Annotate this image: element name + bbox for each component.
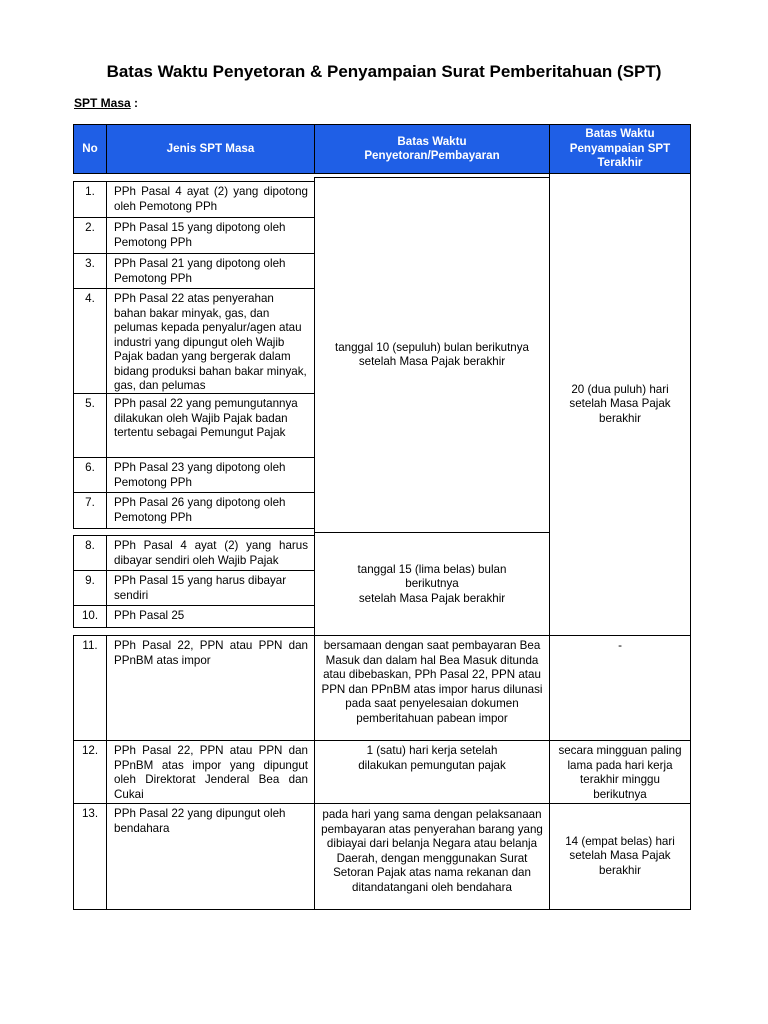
row-no: 4. bbox=[73, 288, 107, 394]
row-penyampaian: secara mingguan paling lama pada hari kerja terakhir minggu berikutnya bbox=[549, 740, 691, 804]
merged-penyetoran-tanggal-15-line2: setelah Masa Pajak berakhir bbox=[358, 591, 506, 605]
merged-penyampaian-20-hari: 20 (dua puluh) hari setelah Masa Pajak berakhir bbox=[549, 173, 691, 636]
header-batas-penyetoran: Batas Waktu Penyetoran/Pembayaran bbox=[314, 124, 550, 174]
page-title: Batas Waktu Penyetoran & Penyampaian Surat Pemberitahuan (SPT) bbox=[106, 62, 662, 81]
header-jenis: Jenis SPT Masa bbox=[106, 124, 315, 174]
row-jenis: PPh Pasal 15 yang dipotong oleh Pemotong PPh bbox=[106, 217, 315, 254]
row-no: 7. bbox=[73, 492, 107, 529]
row-no: 9. bbox=[73, 570, 107, 606]
row-no: 11. bbox=[73, 635, 107, 741]
row-penyetoran: 1 (satu) hari kerja setelah dilakukan pemungutan pajak bbox=[314, 740, 550, 804]
row-jenis: PPh Pasal 22, PPN atau PPN dan PPnBM atas impor bbox=[106, 635, 315, 741]
row-jenis: PPh pasal 22 yang pemungutannya dilakukan oleh Wajib Pajak badan tertentu sebagai Pemungut Pajak bbox=[106, 393, 315, 458]
row-jenis: PPh Pasal 4 ayat (2) yang harus dibayar sendiri oleh Wajib Pajak bbox=[106, 535, 315, 571]
row-jenis: PPh Pasal 23 yang dipotong oleh Pemotong PPh bbox=[106, 457, 315, 493]
merged-penyetoran-tanggal-15 bbox=[314, 532, 550, 636]
row-penyampaian: 14 (empat belas) hari setelah Masa Pajak berakhir bbox=[549, 803, 691, 910]
section-label-text: SPT Masa bbox=[74, 96, 131, 110]
row-penyampaian: - bbox=[549, 635, 691, 741]
row-no: 5. bbox=[73, 393, 107, 458]
row-no: 3. bbox=[73, 253, 107, 289]
row-jenis: PPh Pasal 15 yang harus dibayar sendiri bbox=[106, 570, 315, 606]
row-penyetoran: pada hari yang sama dengan pelaksanaan pembayaran atas penyerahan barang yang dibiayai dari belanja Negara atau belanja Daerah, dengan menggunakan Surat Setoran Pajak atas nama rekanan dan ditandatangani oleh bendahara bbox=[314, 803, 550, 910]
section-label-colon: : bbox=[130, 96, 139, 110]
merged-penyetoran-tanggal-10: tanggal 10 (sepuluh) bulan berikutnya setelah Masa Pajak berakhir bbox=[314, 177, 550, 533]
row-no: 2. bbox=[73, 217, 107, 254]
header-no: No bbox=[73, 124, 107, 174]
row-penyetoran: bersamaan dengan saat pembayaran Bea Masuk dan dalam hal Bea Masuk ditunda atau dibebaskan, PPh Pasal 22, PPN atau PPN dan PPnBM atas impor harus dilunasi pada saat penyelesaian dokumen pemberitahuan pabean impor bbox=[314, 635, 550, 741]
merged-penyetoran-tanggal-15-line1: tanggal 15 (lima belas) bulan berikutnya bbox=[357, 562, 507, 591]
row-jenis: PPh Pasal 22, PPN atau PPN dan PPnBM atas impor yang dipungut oleh Direktorat Jenderal Bea dan Cukai bbox=[106, 740, 315, 804]
row-no: 1. bbox=[73, 181, 107, 218]
row-no: 12. bbox=[73, 740, 107, 804]
row-jenis: PPh Pasal 4 ayat (2) yang dipotong oleh Pemotong PPh bbox=[106, 181, 315, 218]
row-jenis: PPh Pasal 25 bbox=[106, 605, 315, 628]
row-jenis: PPh Pasal 26 yang dipotong oleh Pemotong PPh bbox=[106, 492, 315, 529]
header-batas-penyampaian: Batas Waktu Penyampaian SPT Terakhir bbox=[549, 124, 691, 174]
row-jenis: PPh Pasal 22 yang dipungut oleh bendahara bbox=[106, 803, 315, 910]
row-jenis: PPh Pasal 22 atas penyerahan bahan bakar minyak, gas, dan pelumas kepada penyalur/agen atau industri yang dipungut oleh Wajib Pajak badan yang bergerak dalam bidang produksi bahan bakar minyak, gas, dan pelumas bbox=[106, 288, 315, 394]
row-no: 8. bbox=[73, 535, 107, 571]
row-no: 6. bbox=[73, 457, 107, 493]
row-no: 13. bbox=[73, 803, 107, 910]
section-label bbox=[74, 96, 138, 110]
row-no: 10. bbox=[73, 605, 107, 628]
row-jenis: PPh Pasal 21 yang dipotong oleh Pemotong PPh bbox=[106, 253, 315, 289]
